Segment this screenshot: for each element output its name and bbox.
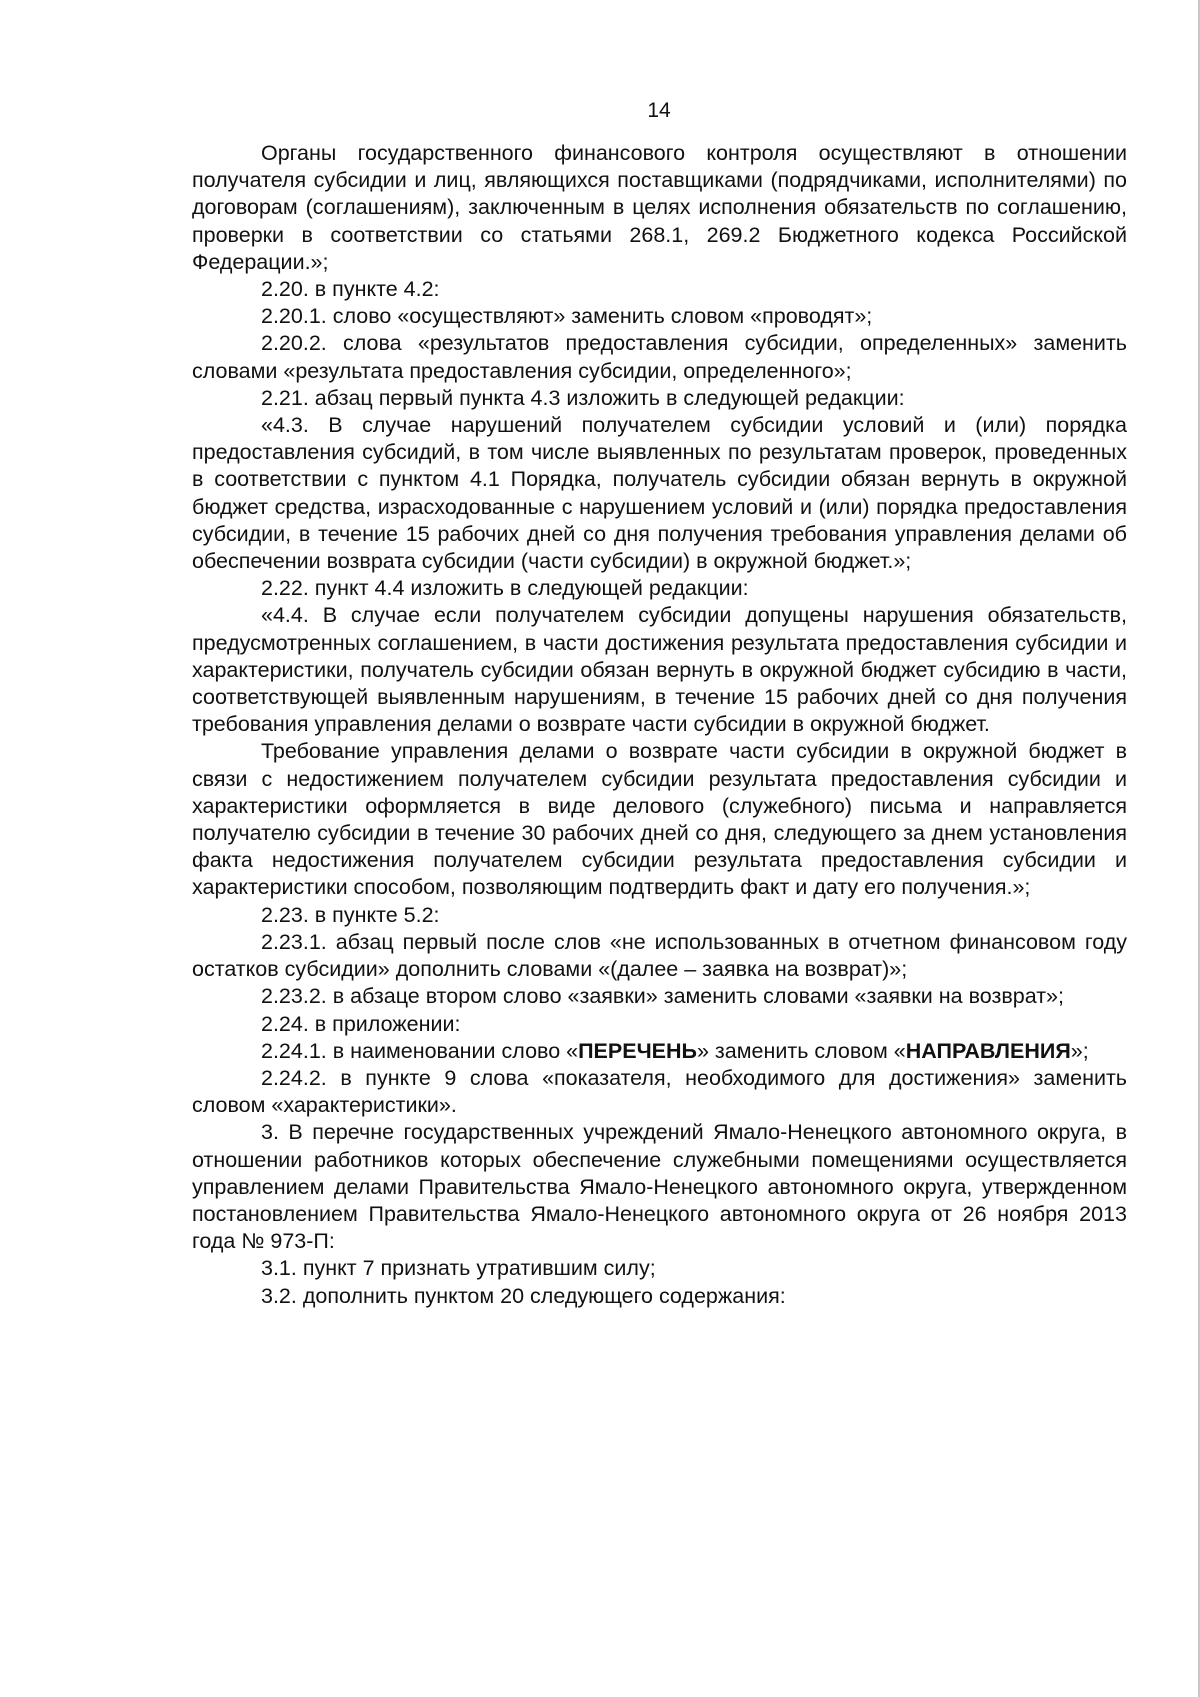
paragraph-financial-control: Органы государственного финансового контроля осуществляют в отношении получателя субсидии и лиц, являющихся поставщиками (подрядчиками, исполнителями) по договорам (соглашениям), заключенным в целях исполнения обязательств по соглашению, проверки в соответствии со статьями 268.1, 269.2 Бюджетного кодекса Российской Федерации.»; <box>192 141 1127 274</box>
bold-term-napravleniya: НАПРАВЛЕНИЯ <box>905 1038 1071 1063</box>
document-body <box>192 140 1127 1310</box>
bold-term-perechen: ПЕРЕЧЕНЬ <box>578 1038 697 1063</box>
paragraph-2-23-1: 2.23.1. абзац первый после слов «не использованных в отчетном финансовом году остатков субсидии» дополнить словами «(далее – заявка на возврат)»; <box>192 929 1127 982</box>
paragraph-4-4: «4.4. В случае если получателем субсидии допущены нарушения обязательств, предусмотренных соглашением, в части достижения результата предоставления субсидии и характеристики, получатель субсидии обязан вернуть в окружной бюджет субсидию в части, соответствующей выявленным нарушениям, в течение 15 рабочих дней со дня получения требования управления делами о возврате части субсидии в окружной бюджет. <box>192 603 1127 737</box>
paragraph-requirement: Требование управления делами о возврате части субсидии в окружной бюджет в связи с недостижением получателем субсидии результата предоставления субсидии и характеристики оформляется в виде делового (служебного) письма и направляется получателю субсидии в течение 30 рабочих дней со дня, следующего за днем установления факта недостижения получателем субсидии результата предоставления субсидии и характеристики способом, позволяющим подтвердить факт и дату его получения.»; <box>192 739 1127 900</box>
paragraph-2-21: 2.21. абзац первый пункта 4.3 изложить в следующей редакции: <box>261 385 905 410</box>
page-number: 14 <box>647 99 671 122</box>
paragraph-2-24: 2.24. в приложении: <box>261 1011 461 1036</box>
paragraph-2-24-1 <box>192 1038 1127 1065</box>
paragraph-3-1: 3.1. пункт 7 признать утратившим силу; <box>261 1256 656 1281</box>
text-segment: » заменить словом « <box>697 1038 906 1063</box>
paragraph-2-20-1: 2.20.1. слово «осуществляют» заменить словом «проводят»; <box>261 304 873 329</box>
paragraph-2-24-2: 2.24.2. в пункте 9 слова «показателя, необходимого для достижения» заменить словом «характеристики». <box>192 1065 1127 1118</box>
paragraph-3-2: 3.2. дополнить пунктом 20 следующего содержания: <box>261 1283 786 1308</box>
paragraph-3: 3. В перечне государственных учреждений Ямало-Ненецкого автономного округа, в отношении работников которых обеспечение служебными помещениями осуществляется управлением делами Правительства Ямало-Ненецкого автономного округа, утвержденном постановлением Правительства Ямало-Ненецкого автономного округа от 26 ноября 2013 года № 973-П: <box>192 1120 1127 1254</box>
paragraph-2-23: 2.23. в пункте 5.2: <box>261 902 440 927</box>
text-segment: »; <box>1070 1038 1089 1063</box>
text-segment: 2.24.1. в наименовании слово « <box>261 1038 579 1063</box>
paragraph-2-23-2: 2.23.2. в абзаце втором слово «заявки» заменить словами «заявки на возврат»; <box>261 984 1064 1009</box>
paragraph-2-22: 2.22. пункт 4.4 изложить в следующей редакции: <box>261 576 749 601</box>
paragraph-2-20: 2.20. в пункте 4.2: <box>261 277 440 302</box>
paragraph-2-20-2: 2.20.2. слова «результатов предоставления субсидии, определенных» заменить словами «результата предоставления субсидии, определенного»; <box>192 331 1127 383</box>
paragraph-4-3: «4.3. В случае нарушений получателем субсидии условий и (или) порядка предоставления субсидий, в том числе выявленных по результатам проверок, проведенных в соответствии с пунктом 4.1 Порядка, получатель субсидии обязан вернуть в окружной бюджет средства, израсходованные с нарушением условий и (или) порядка предоставления субсидии, в течение 15 рабочих дней со дня получения требования управления делами об обеспечении возврата субсидии (части субсидии) в окружной бюджет.»; <box>192 413 1127 574</box>
